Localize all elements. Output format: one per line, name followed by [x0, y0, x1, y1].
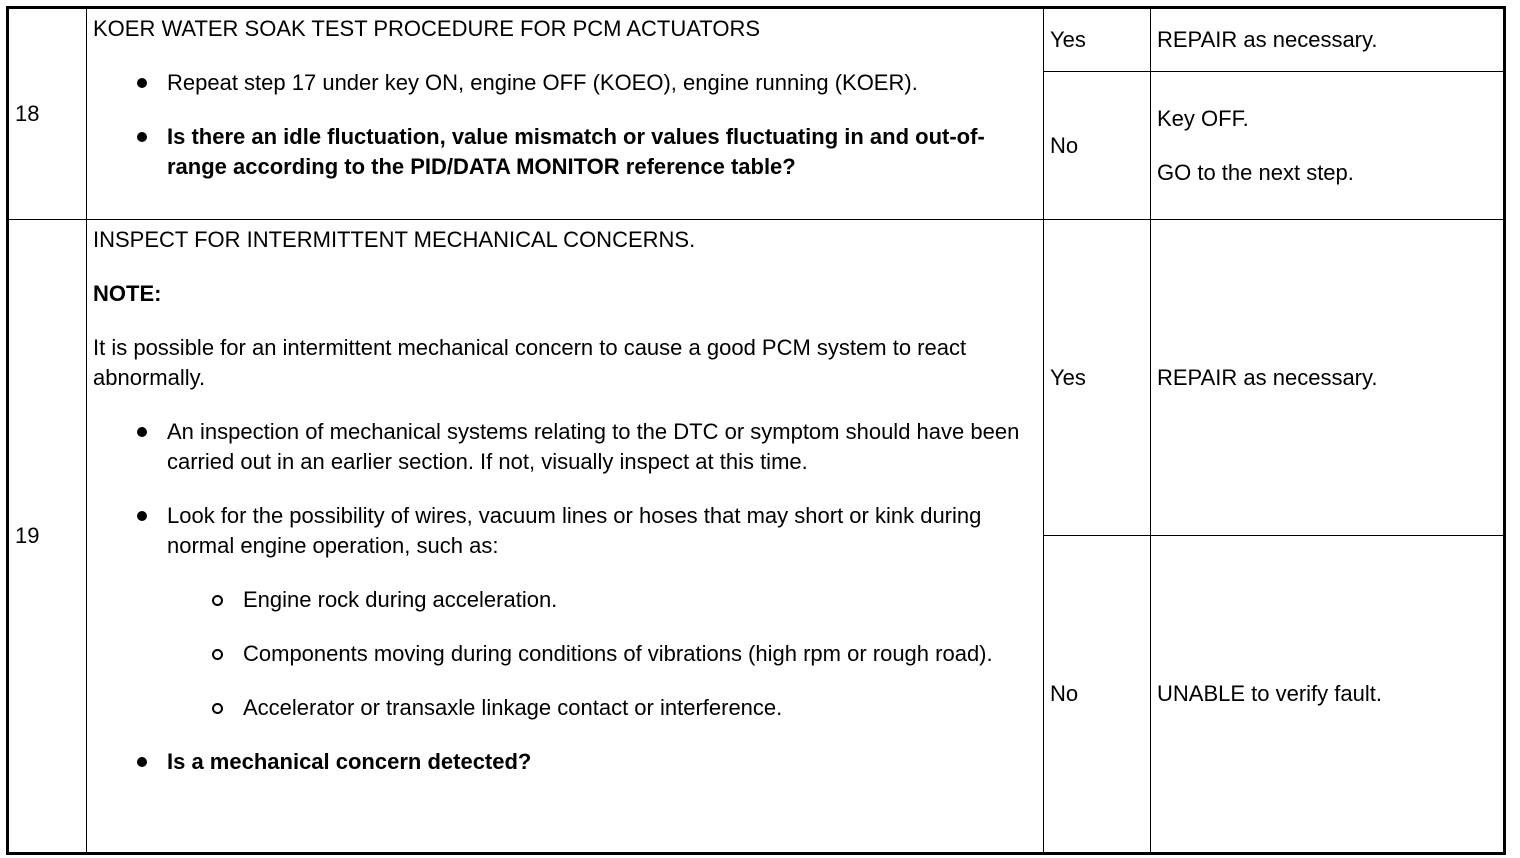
answer-yes-label: Yes: [1044, 220, 1151, 536]
answer-no-result: [1151, 72, 1505, 220]
table-row-step-19-yes: [8, 220, 1505, 536]
bullet-list: [93, 417, 1037, 777]
note-text: It is possible for an intermittent mechanical concern to cause a good PCM system to react abnormally.: [93, 335, 967, 390]
result-line: GO to the next step.: [1157, 159, 1354, 185]
step-title: KOER WATER SOAK TEST PROCEDURE FOR PCM ACTUATORS: [93, 16, 761, 41]
note-label: NOTE:: [93, 281, 162, 306]
step-title: INSPECT FOR INTERMITTENT MECHANICAL CONCERNS.: [93, 227, 696, 252]
sub-bullet-list: [167, 585, 1037, 723]
answer-yes-label: Yes: [1044, 8, 1151, 72]
question-item: Is there an idle fluctuation, value mismatch or values fluctuating in and out-of-range according to the PID/DATA MONITOR reference table?: [167, 122, 1037, 182]
table-row-step-18-yes: [8, 8, 1505, 72]
diagnostic-table: [6, 6, 1506, 855]
answer-no-label: No: [1044, 72, 1151, 220]
sub-list-item: Engine rock during acceleration.: [243, 585, 1037, 615]
step-number: 19: [8, 220, 87, 854]
list-item-text: Look for the possibility of wires, vacuum lines or hoses that may short or kink during normal engine operation, such as:: [167, 503, 982, 558]
step-number: 18: [8, 8, 87, 220]
answer-no-label: No: [1044, 536, 1151, 854]
sub-list-item: Accelerator or transaxle linkage contact or interference.: [243, 693, 1037, 723]
result-line: Key OFF.: [1157, 105, 1249, 131]
question-item: Is a mechanical concern detected?: [167, 747, 1037, 777]
list-item: Repeat step 17 under key ON, engine OFF (KOEO), engine running (KOER).: [167, 68, 1037, 98]
answer-yes-result: REPAIR as necessary.: [1151, 220, 1505, 536]
answer-no-result: UNABLE to verify fault.: [1151, 536, 1505, 854]
sub-list-item: Components moving during conditions of vibrations (high rpm or rough road).: [243, 639, 1037, 669]
answer-yes-result: REPAIR as necessary.: [1151, 8, 1505, 72]
bullet-list: [93, 68, 1037, 182]
list-item: An inspection of mechanical systems relating to the DTC or symptom should have been carried out in an earlier section. If not, visually inspect at this time.: [167, 417, 1037, 477]
action-cell-step-18: [87, 8, 1044, 220]
action-cell-step-19: [87, 220, 1044, 854]
list-item: [167, 501, 1037, 723]
